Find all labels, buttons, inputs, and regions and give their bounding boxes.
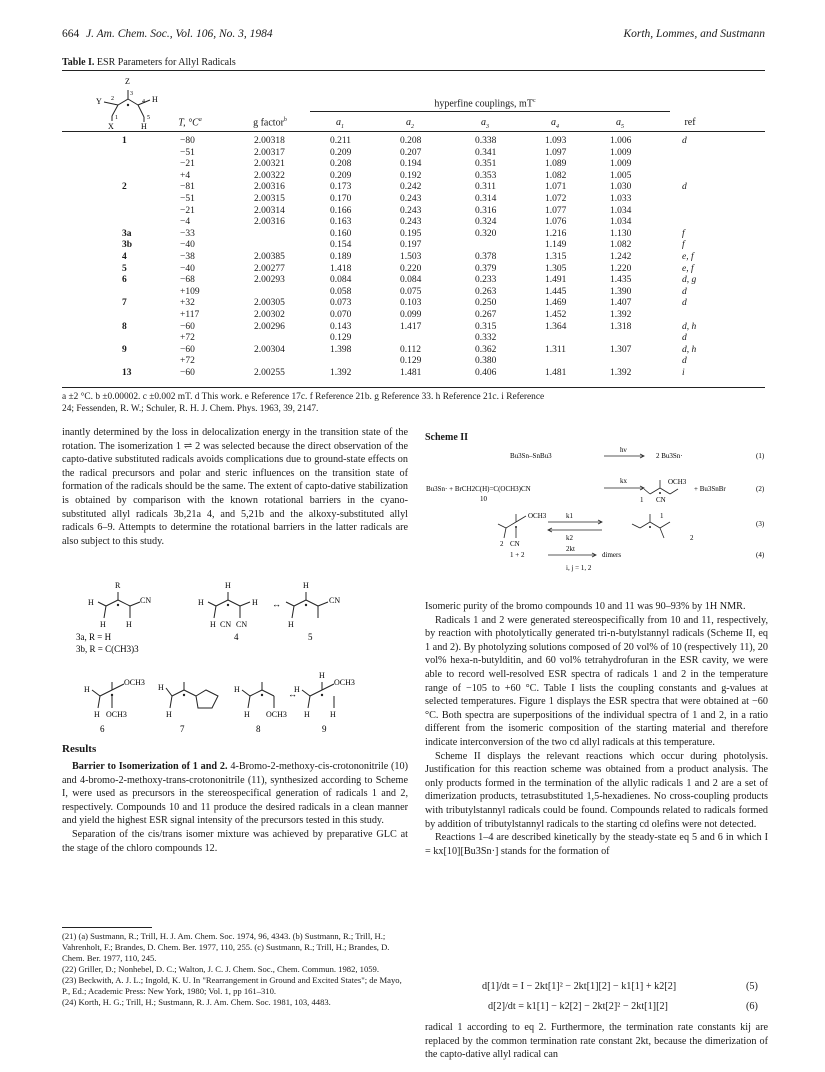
atom-label: 1 [640, 496, 644, 504]
atom-label: CN [656, 496, 666, 504]
table-cell-T: −38 [180, 252, 195, 262]
table-cell-T: +32 [180, 298, 195, 309]
col-g-text: g factor [253, 117, 284, 129]
table-cell-a1: 0.166 [330, 205, 352, 216]
table-cell-id: 4 [122, 252, 127, 262]
col-header-T [160, 117, 220, 128]
table-cell-a3: 0.250 [475, 298, 497, 309]
table-cell-id: 6 [122, 275, 127, 286]
atom-label: CN [220, 620, 232, 629]
table-cell-a4: 1.364 [545, 321, 567, 332]
right-column-text [425, 600, 768, 858]
table-cell-a3: 0.378 [475, 252, 497, 262]
svg-text:↔: ↔ [288, 689, 297, 699]
hyperfine-rule [310, 111, 670, 112]
structure-label-7: 7 [180, 724, 185, 734]
table-cell-T: +72 [180, 333, 195, 344]
eq2-compound: 10 [480, 495, 487, 503]
eq3-number: (3) [756, 520, 765, 528]
table-cell-id: 5 [122, 263, 127, 274]
table-cell-a2: 0.208 [400, 136, 422, 146]
table-cell-T: +4 [180, 170, 191, 181]
table-cell-a5: 1.009 [610, 147, 632, 158]
eq2-right: + Bu3SnBr [694, 485, 726, 493]
table-cell-a5: 1.318 [610, 321, 632, 332]
atom-label: OCH3 [668, 478, 687, 486]
struct-pos-1: 1 [115, 115, 118, 121]
table-cell-a3: 0.338 [475, 136, 497, 146]
struct-pos-4: 4 [142, 99, 145, 105]
table-cell-a1: 1.392 [330, 368, 352, 378]
right-paragraph-4: Reactions 1–4 are described kinetically by the steady-state eq 5 and 6 in which I = kx[10][Bu3Sn·] stands for the formation of [425, 832, 768, 857]
equation-6: d[2]/dt = k1[1] − k2[2] − 2kt[2]² − 2kt[1][2] [488, 1001, 668, 1012]
eq3-k2: k2 [566, 534, 573, 542]
atom-label: CN [236, 620, 248, 629]
table-cell-a4: 1.097 [545, 147, 567, 158]
structure-label-3a: 3a, R = H [76, 632, 112, 642]
table-cell-ref: d [682, 182, 687, 193]
footnote-24: (24) Korth, H. G.; Trill, H.; Sustmann, R. J. Am. Chem. Soc. 1981, 103, 4483. [62, 997, 331, 1007]
right-paragraph-2: Radicals 1 and 2 were generated stereospecifically from 10 and 11, respectively, by reaction with photolytically generated tri-n-butylstannyl radicals (Scheme II, eq 1 and 2). By photolyzing solutions composed of 20 vol% of 10 (respectively 11), 20 vol% hexa-n-butylditin, and 60 vol% tetrahydrofuran in the ESR cavity, we were able to record well-resolved ESR spectra of radicals 1 and 2 in the temperature range of −105 to +60 °C. Table I lists the coupling constants and g-values at selected temperatures. Figure 1 displays the ESR spectra that were obtained at −60 °C. Both spectra are superpositions of the individual spectra of 1 and 2, in a ratio different from the isomeric composition of the starting material and therefore indicate interconversion of the two cd allyl radicals at this temperature. [425, 614, 768, 748]
col-header-a1: $a_1$ [336, 117, 344, 130]
table-cell-id: 3b [122, 240, 133, 251]
table-cell-ref: d, h [682, 344, 697, 355]
right-paragraph-3: Scheme II displays the relevant reactions which occur during photolysis. Justification for this reaction scheme was obtained from a product analysis. The only products formed in the termination of the allylic radicals 1 and 2 are a set of dimerization products, tetrasubstituted 1,5-hexadienes. No cross-coupling products with tributylstannyl radicals could be found. Compounds related to radicals formed by addition of tributylstannyl radicals to the starting cd olefins were not detected. [425, 750, 768, 830]
table-cell-a1: 0.209 [330, 147, 352, 158]
table-cell-a2: 0.112 [400, 344, 422, 355]
struct-pos-3: 3 [130, 91, 133, 97]
radical-dot [127, 104, 129, 106]
equation-5-number: (5) [746, 981, 758, 992]
right-paragraph-1: Isomeric purity of the bromo compounds 10 and 11 was 90–93% by 1H NMR. [425, 601, 746, 612]
atom-label: H [319, 671, 325, 680]
table-cell-a5: 1.033 [610, 194, 632, 204]
table-cell-a3: 0.233 [475, 275, 497, 286]
table-cell-a5: 1.435 [610, 275, 632, 286]
table-cell-a1: 1.398 [330, 344, 352, 355]
table-cell-a4: 1.469 [545, 298, 567, 309]
table-cell-T: −68 [180, 275, 195, 286]
table-title: Table I. ESR Parameters for Allyl Radicals [62, 57, 236, 68]
atom-label: H [84, 685, 90, 694]
table-cell-a2: 0.084 [400, 275, 422, 286]
running-authors: Korth, Lommes, and Sustmann [623, 28, 765, 40]
table-cell-g: 2.00317 [254, 147, 285, 158]
table-cell-a4: 1.082 [545, 170, 567, 181]
eq1-right: 2 Bu3Sn· [656, 452, 683, 460]
table-cell-id: 9 [122, 344, 127, 355]
table-cell-a4: 1.311 [545, 344, 567, 355]
footnote-21: (21) (a) Sustmann, R.; Trill, H. J. Am. Chem. Soc. 1974, 96, 4343. (b) Sustmann, R.; Trill, H.; Vahrenholt, F.; Brandes, D. Chem. Ber. 1977, 110, 255. (c) Sustmann, R.; Trill, H.; Brandes, D. Chem. Ber. 1977, 110, 245. [62, 931, 390, 963]
table-cell-a5: 1.220 [610, 263, 632, 274]
table-cell-a1: 0.070 [330, 310, 352, 320]
table-cell-g: 2.00316 [254, 182, 285, 193]
table-cell-a3: 0.324 [475, 217, 497, 228]
table-footnote-line1: a ±2 °C. b ±0.00002. c ±0.002 mT. d This work. e Reference 17c. f Reference 21b. g Reference 33. h Reference 21c. i Reference [62, 392, 545, 402]
table-cell-a5: 1.390 [610, 286, 632, 297]
atom-label: 2 [690, 534, 694, 542]
atom-label: H [294, 685, 300, 694]
atom-label: CN [329, 596, 341, 605]
table-cell-a5: 1.034 [610, 205, 632, 216]
table-cell-a2: 0.243 [400, 205, 422, 216]
atom-label: H [304, 710, 310, 719]
atom-label: OCH3 [334, 678, 355, 687]
table-cell-g: 2.00322 [254, 170, 285, 181]
table-cell-a1: 0.058 [330, 286, 352, 297]
atom-label: R [115, 581, 121, 590]
structure-label-5: 5 [308, 632, 313, 642]
structure-label-4: 4 [234, 632, 239, 642]
table-cell-a4: 1.305 [545, 263, 567, 274]
table-cell-a2: 0.220 [400, 263, 422, 274]
intro-text: inantly determined by the loss in delocalization energy in the transition state of the rotation. The isomerization 1 ⇌ 2 was selected because the direct observation of the capto-dative substituted radicals avoids complications due to ground-state effects on the radical precursors and polar and steric influences on the transition state of formation of the radicals should be the same. The extent of capto-dative stabilization is obtained by comparison with the known rotational barriers in the cyano-substituted allyl radicals 3b,21a 4, and 5,21b and the alkoxy-substituted allyl radicals 6–9. Attempts to determine the rotational barriers in the latter radicals are also subject to this study. [62, 427, 408, 547]
right-closing-text [425, 1021, 768, 1062]
table-cell-a4: 1.445 [545, 286, 567, 297]
table-cell-T: −80 [180, 136, 195, 146]
table-cell-id: 13 [122, 368, 132, 378]
eq2-left: Bu3Sn· + BrCH2C(H)=C(OCH3)CN [426, 485, 531, 493]
table-cell-a3: 0.320 [475, 228, 497, 239]
table-cell-a1: 0.160 [330, 228, 352, 239]
eq4-right: dimers [602, 551, 622, 559]
atom-label: H [88, 598, 94, 607]
col-T-sup: a [198, 117, 202, 123]
results-heading: Results [62, 743, 97, 755]
table-cell-a3: 0.380 [475, 356, 497, 367]
hyperfine-header-text: hyperfine couplings, mT [434, 98, 533, 110]
table-cell-a5: 1.005 [610, 170, 632, 181]
table-cell-T: −51 [180, 194, 195, 204]
structure-label-8: 8 [256, 724, 261, 734]
eq4-number: (4) [756, 551, 765, 559]
table-cell-a1: 0.084 [330, 275, 352, 286]
table-cell-g: 2.00318 [254, 136, 285, 146]
structure-label-9: 9 [322, 724, 327, 734]
table-cell-a3: 0.267 [475, 310, 497, 320]
table-cell-a2: 1.417 [400, 321, 422, 332]
table-cell-a2: 0.194 [400, 159, 422, 170]
eq1-number: (1) [756, 452, 765, 460]
table-cell-T: −60 [180, 344, 195, 355]
table-cell-a2: 0.197 [400, 240, 422, 251]
table-header-rule [62, 131, 765, 132]
table-cell-a3: 0.351 [475, 159, 497, 170]
table-cell-g: 2.00305 [254, 298, 285, 309]
table-cell-id: 3a [122, 228, 132, 239]
table-cell-a5: 1.407 [610, 298, 632, 309]
table-cell-a4: 1.076 [545, 217, 567, 228]
col-T-text: T, °C [178, 117, 199, 129]
table-cell-a2: 0.207 [400, 147, 422, 158]
table-bottom-rule [62, 387, 765, 388]
table-cell-a2: 0.103 [400, 298, 422, 309]
table-cell-ref: d [682, 286, 687, 297]
table-cell-a5: 1.030 [610, 182, 632, 193]
table-cell-id: 2 [122, 182, 127, 193]
table-cell-T: −21 [180, 205, 195, 216]
table-cell-a5: 1.006 [610, 136, 632, 146]
equation-6-number: (6) [746, 1001, 758, 1012]
table-cell-T: −60 [180, 368, 195, 378]
table-cell-ref: d [682, 333, 687, 344]
table-cell-ref: d [682, 298, 687, 309]
atom-label: H [198, 598, 204, 607]
page-number: 664 [62, 28, 80, 40]
svg-text:↔: ↔ [272, 599, 281, 609]
table-cell-a3: 0.315 [475, 321, 497, 332]
table-cell-ref: f [682, 228, 685, 239]
atom-label: CN [140, 596, 152, 605]
atom-label: H [94, 710, 100, 719]
table-cell-a4: 1.216 [545, 228, 567, 239]
footnote-22: (22) Griller, D.; Nonhebel, D. C.; Walton, J. C. J. Chem. Soc., Chem. Commun. 1982, 1059. [62, 964, 379, 974]
struct-pos-2: 2 [111, 96, 114, 102]
table-cell-a1: 0.173 [330, 182, 352, 193]
table-cell-a3: 0.406 [475, 368, 497, 378]
table-cell-a3: 0.379 [475, 263, 497, 274]
table-cell-a1: 0.163 [330, 217, 352, 228]
atom-label: H [303, 581, 309, 590]
table-cell-a1: 0.154 [330, 240, 352, 251]
table-cell-a5: 1.009 [610, 159, 632, 170]
atom-label: H [100, 620, 106, 629]
atom-label: H [210, 620, 216, 629]
table-cell-g: 2.00277 [254, 263, 285, 274]
col-header-a5: $a_5$ [616, 117, 624, 130]
table-cell-T: +117 [180, 310, 200, 320]
atom-label: H [225, 581, 231, 590]
table-cell-T: −4 [180, 217, 191, 228]
table-cell-a5: 1.392 [610, 310, 632, 320]
table-cell-a5: 1.392 [610, 368, 632, 378]
table-cell-a1: 1.418 [330, 263, 352, 274]
structure-label-6: 6 [100, 724, 105, 734]
table-cell-ref: d [682, 356, 687, 367]
atom-label: OCH3 [266, 710, 287, 719]
table-cell-a3: 0.341 [475, 147, 497, 158]
table-cell-a3: 0.314 [475, 194, 497, 204]
table-cell-ref: d [682, 136, 687, 146]
structures-3-5 [70, 578, 410, 663]
table-cell-a2: 0.099 [400, 310, 422, 320]
left-intro-paragraph [62, 426, 408, 548]
table-cell-T: −33 [180, 228, 195, 239]
eq4-arrow-label: 2kt [566, 545, 575, 553]
atom-label: OCH3 [124, 678, 145, 687]
hyperfine-group-header [320, 98, 650, 109]
col-header-g [240, 117, 300, 128]
table-cell-a2: 0.242 [400, 182, 422, 193]
struct-pos-5: 5 [147, 115, 150, 121]
table-cell-T: −60 [180, 321, 195, 332]
table-cell-a4: 1.481 [545, 368, 567, 378]
table-cell-a3: 0.353 [475, 170, 497, 181]
table-cell-id: 7 [122, 298, 127, 309]
col-header-ref: ref [684, 117, 696, 128]
atom-label: H [330, 710, 336, 719]
eq1-arrow-label: hν [620, 446, 627, 454]
table-cell-g: 2.00293 [254, 275, 285, 286]
table-cell-a1: 0.211 [330, 136, 352, 146]
structures-6-9 [70, 666, 410, 738]
table-cell-T: −21 [180, 159, 195, 170]
structure-label-3b: 3b, R = C(CH3)3 [76, 644, 139, 654]
table-cell-g: 2.00302 [254, 310, 285, 320]
table-cell-a3: 0.263 [475, 286, 497, 297]
results-paragraph-2: Separation of the cis/trans isomer mixture was achieved by preparative GLC at the stage of the chloro compounds 12. [62, 828, 408, 854]
results-section [62, 760, 408, 855]
equation-5: d[1]/dt = I − 2kt[1]² − 2kt[1][2] − k1[1] + k2[2] [482, 981, 677, 992]
table-cell-g: 2.00315 [254, 194, 285, 204]
footnote-23: (23) Beckwith, A. J. L.; Ingold, K. U. In "Rearrangement in Ground and Excited States"; de Mayo, P., Ed.; Academic Press: New York, 1980; Vol. 1, pp 161–310. [62, 975, 402, 996]
table-title-text: ESR Parameters for Allyl Radicals [96, 57, 236, 68]
table-cell-ref: d, h [682, 321, 697, 332]
table-cell-a2: 1.503 [400, 252, 422, 262]
eq2-number: (2) [756, 485, 765, 493]
table-cell-a2: 0.129 [400, 356, 422, 367]
struct-label-h-top: H [152, 95, 158, 104]
table-cell-a2: 0.243 [400, 217, 422, 228]
table-cell-a1: 0.129 [330, 333, 352, 344]
struct-label-h-bottom: H [141, 122, 147, 131]
eq4-indices: i, j = 1, 2 [566, 564, 592, 572]
table-cell-a1: 0.208 [330, 159, 352, 170]
scheme-ii-diagram [424, 444, 769, 584]
table-cell-a3: 0.332 [475, 333, 497, 344]
table-cell-a4: 1.452 [545, 310, 567, 320]
eq3-k1: k1 [566, 512, 573, 520]
table-cell-T: +72 [180, 356, 195, 367]
atom-label: OCH3 [106, 710, 127, 719]
eq2-arrow-label: kx [620, 477, 627, 485]
table-cell-T: +109 [180, 286, 200, 297]
table-cell-a4: 1.072 [545, 194, 567, 204]
table-cell-T: −40 [180, 263, 195, 274]
table-cell-g: 2.00321 [254, 159, 285, 170]
table-cell-g: 2.00304 [254, 344, 285, 355]
atom-label: H [288, 620, 294, 629]
table-cell-a4: 1.315 [545, 252, 567, 262]
struct-label-z: Z [125, 77, 130, 86]
atom-label: H [166, 710, 172, 719]
table-cell-a2: 0.192 [400, 170, 422, 181]
table-top-rule [62, 70, 765, 71]
atom-label: 1 [660, 512, 664, 520]
hyperfine-header-sup: c [532, 98, 536, 104]
table-cell-a2: 0.243 [400, 194, 422, 204]
atom-label: H [234, 685, 240, 694]
atom-label: 2 [500, 540, 504, 548]
atom-label: H [252, 598, 258, 607]
atom-label: OCH3 [528, 512, 547, 520]
table-cell-g: 2.00296 [254, 321, 285, 332]
table-cell-a5: 1.034 [610, 217, 632, 228]
eq4-left: 1 + 2 [510, 551, 525, 559]
table-cell-ref: e, f [682, 263, 694, 274]
col-header-a2: $a_2$ [406, 117, 414, 130]
table-cell-ref: i [682, 368, 685, 378]
table-cell-a3: 0.362 [475, 344, 497, 355]
table-cell-a5: 1.242 [610, 252, 632, 262]
col-header-a4: $a_4$ [551, 117, 559, 130]
journal-citation: J. Am. Chem. Soc., Vol. 106, No. 3, 1984 [86, 28, 273, 40]
table-cell-a2: 1.481 [400, 368, 422, 378]
results-subheading: Barrier to Isomerization of 1 and 2. [72, 761, 228, 772]
eq1-left: Bu3Sn–SnBu3 [510, 452, 552, 460]
scheme-title: Scheme II [425, 432, 469, 443]
table-cell-a5: 1.130 [610, 228, 632, 239]
table-cell-a4: 1.071 [545, 182, 567, 193]
atom-label: H [158, 683, 164, 692]
table-cell-a4: 1.077 [545, 205, 567, 216]
table-cell-id: 8 [122, 321, 127, 332]
table-cell-id: 1 [122, 136, 127, 146]
table-cell-T: −81 [180, 182, 195, 193]
table-cell-a2: 0.075 [400, 286, 422, 297]
table-cell-a1: 0.170 [330, 194, 352, 204]
atom-label: H [244, 710, 250, 719]
struct-label-y: Y [96, 97, 102, 106]
table-cell-T: −40 [180, 240, 195, 251]
table-cell-a3: 0.316 [475, 205, 497, 216]
table-cell-ref: f [682, 240, 685, 251]
table-cell-a4: 1.491 [545, 275, 567, 286]
table-cell-g: 2.00385 [254, 252, 285, 262]
table-cell-a4: 1.089 [545, 159, 567, 170]
struct-label-x: X [108, 122, 114, 131]
table-cell-a5: 1.307 [610, 344, 632, 355]
table-cell-a4: 1.093 [545, 136, 567, 146]
results-paragraph-1: 4-Bromo-2-methoxy-cis-crotononitrile (10) and 4-bromo-2-methoxy-trans-crotononitrile (11), synthesized according to Scheme I, were used as precursors in the stereospecifical generation of radicals 1 and 2, respectively. Compounds 10 and 11 produce the desired radicals in a clean manner and yield the highest ESR signal intensity of the precursors tested in this study. [62, 761, 408, 827]
table-cell-a3: 0.311 [475, 182, 497, 193]
right-paragraph-5: radical 1 according to eq 2. Furthermore, the termination rate constants kij are replaced by the common termination rate constant 2kt, because the dimerization of the capto-dative allyl radical can [425, 1022, 768, 1061]
table-cell-a1: 0.209 [330, 170, 352, 181]
col-header-a3: $a_3$ [481, 117, 489, 130]
col-g-sup: b [283, 117, 287, 123]
table-cell-g: 2.00314 [254, 205, 285, 216]
left-footnotes [62, 931, 408, 1008]
table-cell-a1: 0.189 [330, 252, 352, 262]
table-cell-ref: d, g [682, 275, 697, 286]
table-cell-a1: 0.143 [330, 321, 352, 332]
table-cell-a1: 0.073 [330, 298, 352, 309]
table-cell-a4: 1.149 [545, 240, 567, 251]
atom-label: H [126, 620, 132, 629]
table-cell-T: −51 [180, 147, 195, 158]
table-cell-a5: 1.082 [610, 240, 632, 251]
table-cell-g: 2.00255 [254, 368, 285, 378]
table-cell-g: 2.00316 [254, 217, 285, 228]
footnote-rule [62, 927, 152, 928]
table-cell-ref: e, f [682, 252, 694, 262]
table-footnote-line2: 24; Fessenden, R. W.; Schuler, R. H. J. Chem. Phys. 1963, 39, 2147. [62, 404, 319, 414]
atom-label: CN [510, 540, 520, 548]
table-cell-a2: 0.195 [400, 228, 422, 239]
